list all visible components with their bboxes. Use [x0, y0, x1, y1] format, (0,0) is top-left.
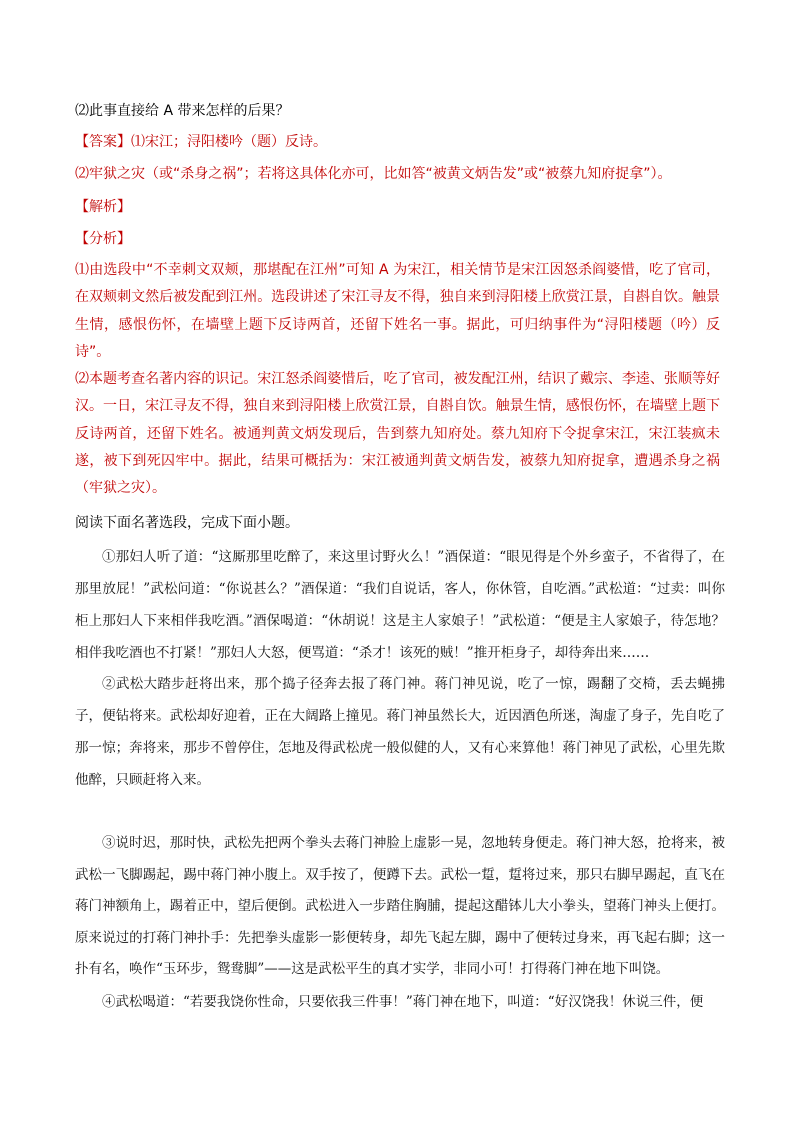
passage-paragraph-2-block	[75, 668, 725, 796]
answer-2: ⑵牢狱之灾（或“杀身之祸”；若将这具体化亦可，比如答“被黄文炳告发”或“被蔡九知府捉拿”）。	[75, 166, 672, 182]
passage-paragraph-4-block	[75, 986, 725, 1018]
fenxi-tag: 【分析】	[75, 231, 131, 247]
answer-tag: 【答案】	[75, 134, 131, 150]
passage-paragraph-1-block	[75, 541, 725, 669]
analysis-paragraph-2: ⑵本题考查名著内容的识记。宋江怒杀阎婆惜后，吃了官司，被发配江州，结识了戴宗、李逵、张顺等好汉。一日，宋江寻友不得，独自来到浔阳楼上欣赏江景，自斟自饮。触景生情，感恨伤怀，在墙壁上题下反诗两首，还留下姓名。被通判黄文炳发现后，告到蔡九知府处。蔡九知府下令捉拿宋江，宋江装疯未遂，被下到死囚牢中。据此，结果可概括为：宋江被通判黄文炳告发，被蔡九知府捉拿，遭遇杀身之祸（牢狱之灾）。	[75, 371, 720, 497]
answer-1: ⑴宋江；浔阳楼吟（题）反诗。	[131, 134, 327, 150]
reading-instruction: 阅读下面名著选段，完成下面小题。	[75, 515, 299, 531]
answer-line-1	[75, 132, 327, 152]
passage-paragraph-3-block	[75, 828, 725, 986]
analysis-paragraph-1: ⑴由选段中“不幸刺文双颊，那堪配在江州”可知 A 为宋江，相关情节是宋江因怒杀阎婆惜，吃了官司，在双颊刺文然后被发配到江州。选段讲述了宋江寻友不得，独自来到浔阳楼上欣赏江景，自斟自饮。触景生情，感恨伤怀，在墙壁上题下反诗两首，还留下姓名一事。据此，可归纳事件为“浔阳楼题（吟）反诗”。	[75, 262, 720, 360]
analysis-block	[75, 257, 720, 503]
passage-paragraph-3: ③说时迟，那时快，武松先把两个拳头去蒋门神脸上虚影一晃，忽地转身便走。蒋门神大怒，抢将来，被武松一飞脚踢起，踢中蒋门神小腹上。双手按了，便蹲下去。武松一踅，踅将过来，那只右脚早踢起，直飞在蒋门神额角上，踢着正中，望后便倒。武松进入一步踏住胸脯，提起这醋钵儿大小拳头，望蒋门神头上便打。原来说过的打蒋门神扑手：先把拳头虚影一影便转身，却先飞起左脚，踢中了便转过身来，再飞起右脚；这一扑有名，唤作“玉环步，鸳鸯脚”——这是武松平生的真才实学，非同小可！打得蒋门神在地下叫饶。	[75, 835, 725, 977]
passage-paragraph-2: ②武松大踏步赶将出来，那个捣子径奔去报了蒋门神。蒋门神见说，吃了一惊，踢翻了交椅，丢去蝇拂子，便钻将来。武松却好迎着，正在大阔路上撞见。蒋门神虽然长大，近因酒色所迷，淘虚了身子，先自吃了那一惊；奔将来，那步不曾停住，怎地及得武松虎一般似健的人，又有心来算他！蒋门神见了武松，心里先欺他醉，只顾赶将入来。	[75, 676, 725, 788]
jiexi-tag: 【解析】	[75, 199, 131, 215]
passage-paragraph-4: ④武松喝道：“若要我饶你性命，只要依我三件事！”蒋门神在地下，叫道：“好汉饶我！休说三件，便	[102, 994, 704, 1010]
question-2: ⑵此事直接给 A 带来怎样的后果？	[75, 103, 290, 119]
passage-paragraph-1: ①那妇人听了道：“这厮那里吃醉了，来这里讨野火么！”酒保道：“眼见得是个外乡蛮子，不省得了，在那里放屁！”武松问道：“你说甚么？”酒保道：“我们自说话，客人，你休管，自吃酒。”武松道：“过卖：叫你柜上那妇人下来相伴我吃酒。”酒保喝道：“休胡说！这是主人家娘子！”武松道：“便是主人家娘子，待怎地？相伴我吃酒也不打紧！”那妇人大怒，便骂道：“杀才！该死的贼！”推开柜身子，却待奔出来……	[75, 549, 725, 661]
